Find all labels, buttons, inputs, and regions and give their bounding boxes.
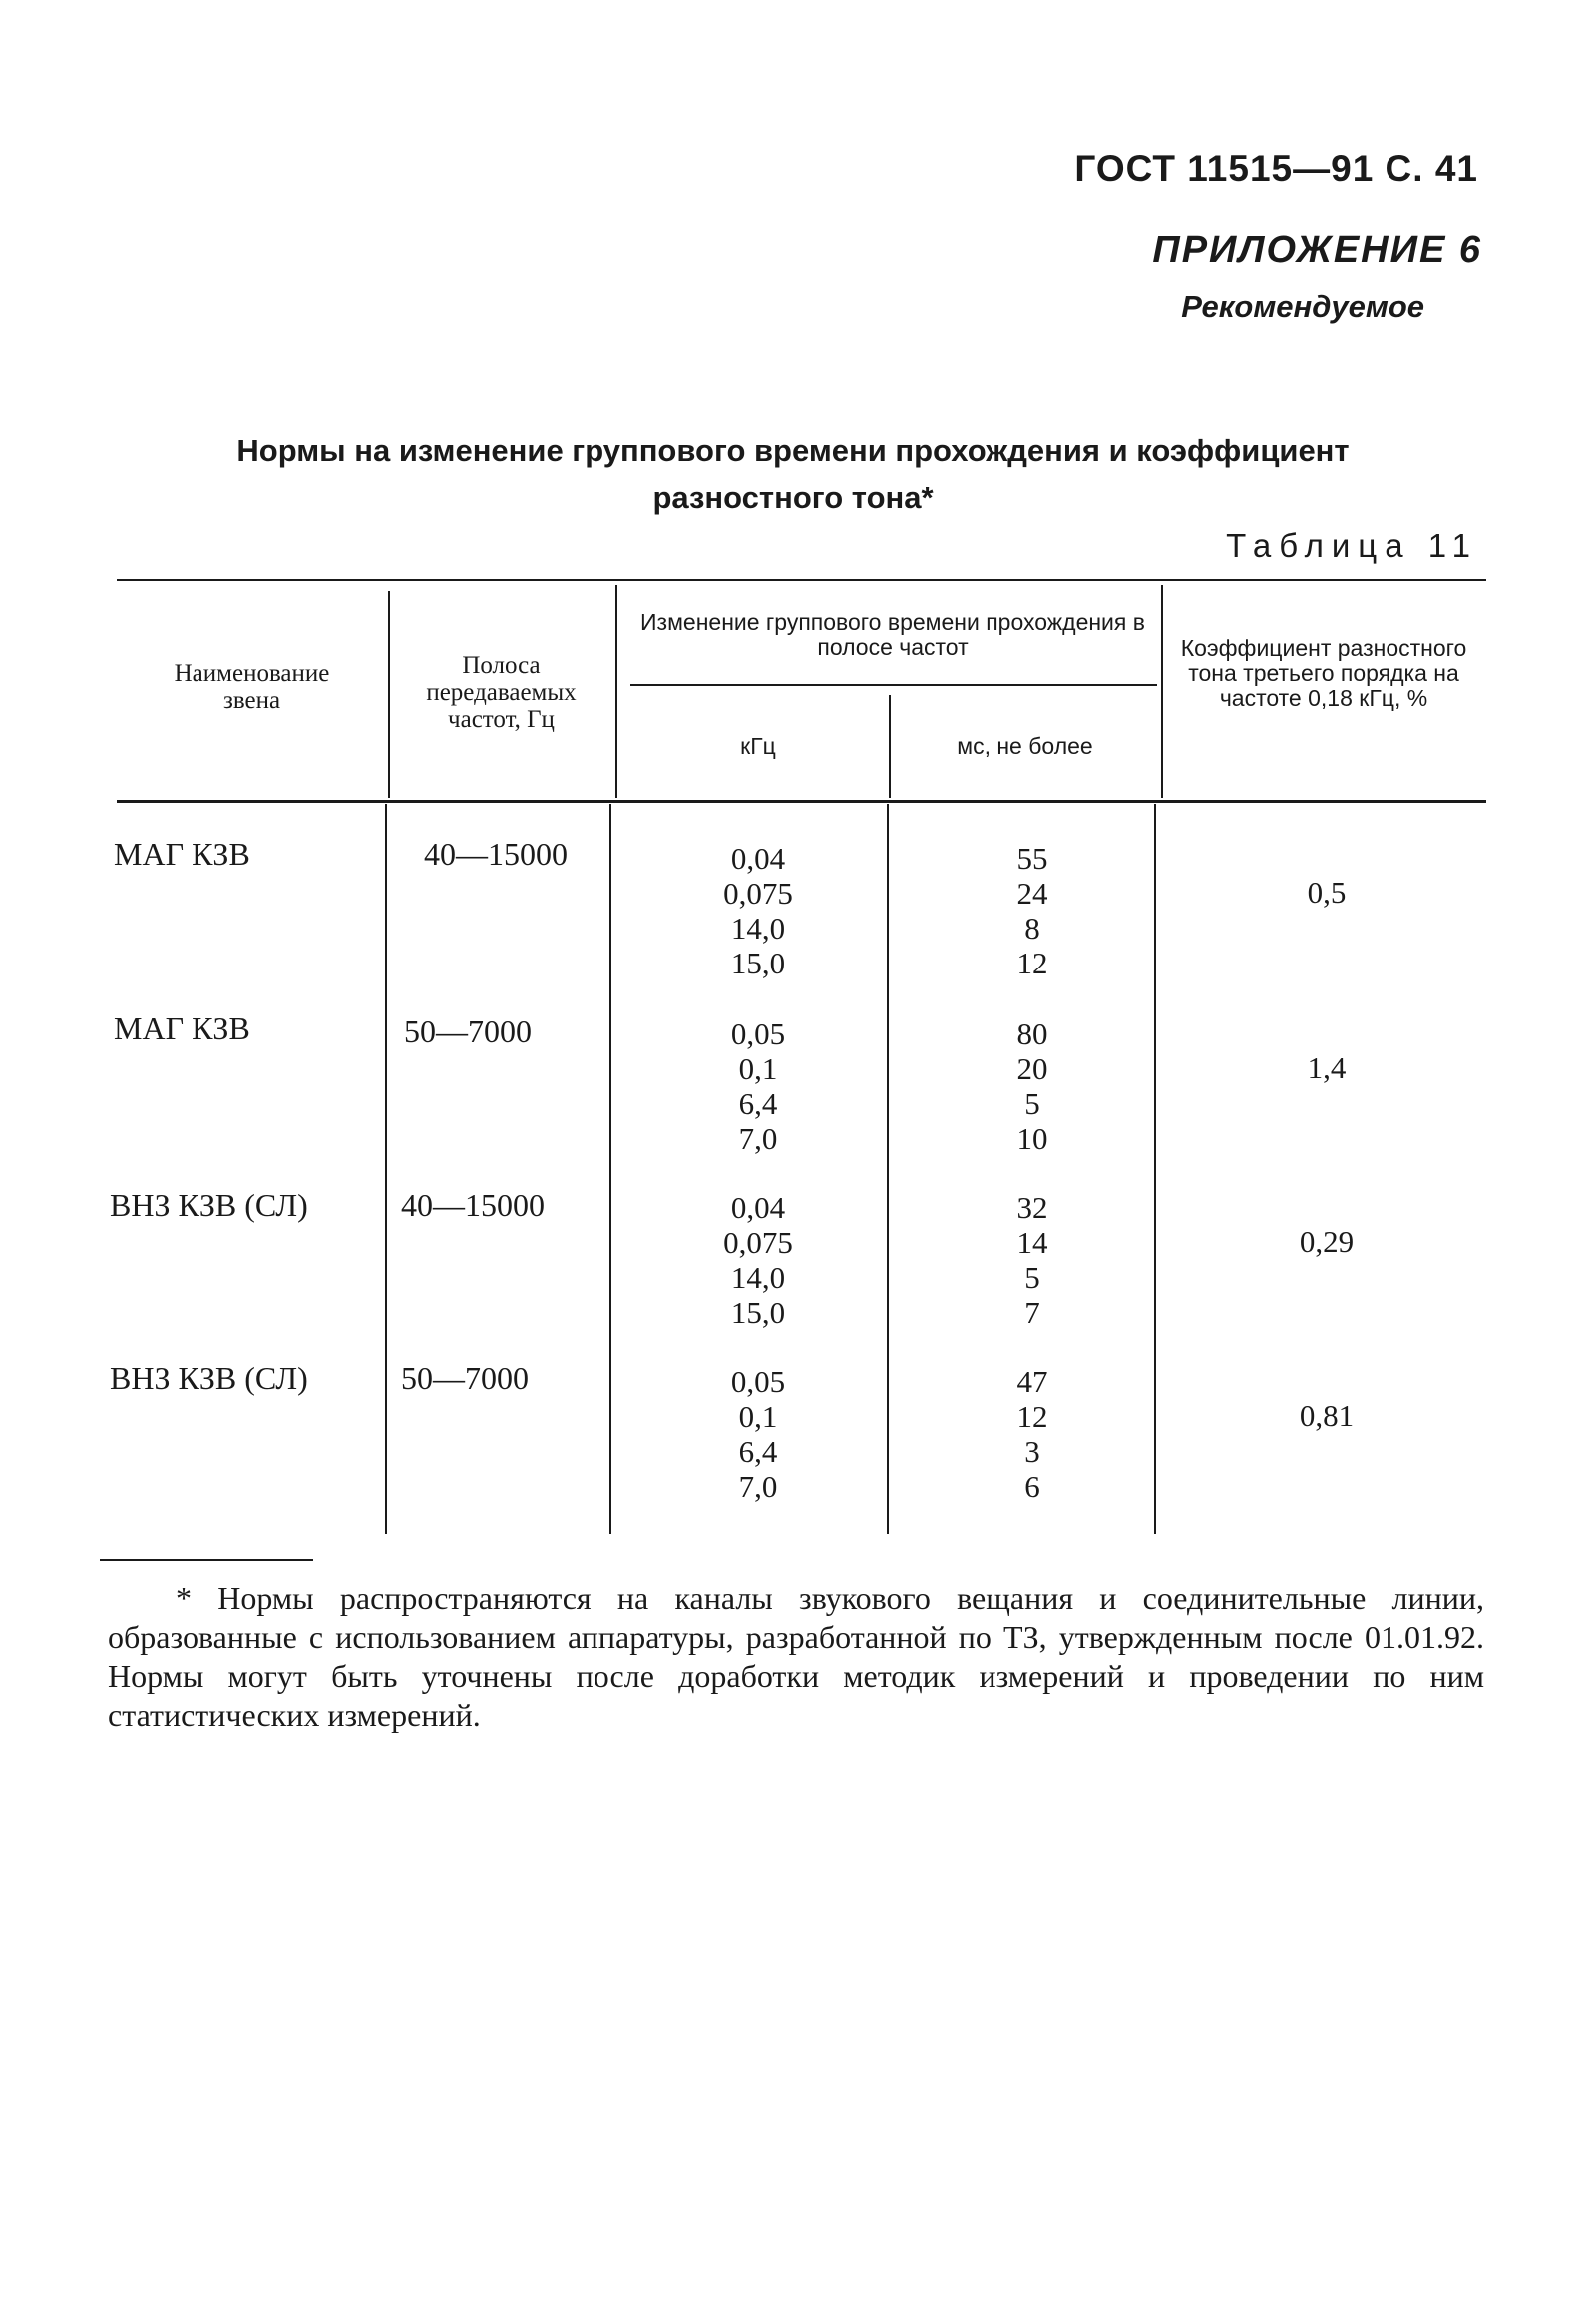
row-4-band: 50—7000 <box>401 1360 529 1396</box>
row-1-khz-1: 0,04 <box>730 841 786 876</box>
row-1-ms-4: 12 <box>1016 946 1048 980</box>
row-3-coef: 0,29 <box>1299 1224 1355 1259</box>
footnote-rule <box>100 1559 313 1561</box>
row-3-ms-2: 14 <box>1016 1225 1048 1260</box>
row-1-khz-3: 14,0 <box>730 911 786 946</box>
header-coef: Коэффициент разностного тона третьего порядка на частоте 0,18 кГц, % <box>1180 635 1467 711</box>
table-top-rule <box>117 579 1486 581</box>
row-2-ms <box>983 1016 1082 1156</box>
row-2-ms-4: 10 <box>1016 1121 1048 1156</box>
table-label: Таблица 11 <box>1226 527 1478 564</box>
row-1-khz-2: 0,075 <box>723 876 793 911</box>
header-band: Полоса передаваемых частот, Гц <box>426 652 577 733</box>
row-2-khz-4: 7,0 <box>738 1121 778 1156</box>
header-vrule-4 <box>1161 585 1163 798</box>
row-2-ms-3: 5 <box>1024 1086 1040 1121</box>
row-3-khz-1: 0,04 <box>730 1190 786 1225</box>
row-1-coef: 0,5 <box>1307 875 1347 910</box>
row-2-khz-1: 0,05 <box>730 1016 786 1051</box>
appendix-heading: ПРИЛОЖЕНИЕ 6 <box>1152 229 1482 271</box>
row-1-ms-2: 24 <box>1016 876 1048 911</box>
row-1-name: МАГ КЗВ <box>114 836 250 872</box>
row-3-ms-1: 32 <box>1016 1190 1048 1225</box>
row-4-ms <box>983 1364 1082 1504</box>
row-3-khz-3: 14,0 <box>730 1260 786 1295</box>
row-4-khz-1: 0,05 <box>730 1364 786 1399</box>
header-khz: кГц <box>740 733 776 759</box>
row-1-ms <box>983 841 1082 980</box>
header-vrule-3 <box>889 695 891 798</box>
row-2-khz-3: 6,4 <box>738 1086 778 1121</box>
row-3-ms-3: 5 <box>1024 1260 1040 1295</box>
row-2-coef: 1,4 <box>1307 1050 1347 1085</box>
body-vrule-2 <box>609 804 611 1534</box>
row-3-khz <box>698 1190 818 1330</box>
body-vrule-4 <box>1154 804 1156 1534</box>
body-vrule-1 <box>385 804 387 1534</box>
row-2-khz <box>698 1016 818 1156</box>
header-bottom-rule <box>117 800 1486 803</box>
row-3-khz-4: 15,0 <box>730 1295 786 1330</box>
header-name: Наименование звена <box>174 660 330 714</box>
row-3-ms <box>983 1190 1082 1330</box>
footnote: * Нормы распространяются на каналы звукового вещания и соединительные линии, образованные с использованием аппаратуры, разработанной по ТЗ, утвержденным после 01.01.92. Нормы могут быть уточнены после доработки методик измерений и проведении по ним статистических измерений. <box>108 1580 1484 1733</box>
row-4-ms-1: 47 <box>1016 1364 1048 1399</box>
row-3-ms-4: 7 <box>1024 1295 1040 1330</box>
document-code: ГОСТ 11515—91 С. 41 <box>1074 148 1478 189</box>
header-ms: мс, не более <box>957 733 1093 759</box>
row-4-coef: 0,81 <box>1299 1398 1355 1433</box>
row-4-khz-4: 7,0 <box>738 1469 778 1504</box>
row-3-band: 40—15000 <box>401 1187 545 1223</box>
subheader-rule <box>630 684 1157 686</box>
row-4-khz-2: 0,1 <box>738 1399 778 1434</box>
row-3-khz-2: 0,075 <box>723 1225 793 1260</box>
row-4-ms-3: 3 <box>1024 1434 1040 1469</box>
row-4-ms-4: 6 <box>1024 1469 1040 1504</box>
header-change-group: Изменение группового времени прохождения в полосе частот <box>640 609 1145 660</box>
row-2-khz-2: 0,1 <box>738 1051 778 1086</box>
row-3-name: ВНЗ КЗВ (СЛ) <box>110 1187 308 1223</box>
row-2-ms-1: 80 <box>1016 1016 1048 1051</box>
header-vrule-1 <box>388 591 390 798</box>
row-1-khz <box>698 841 818 980</box>
row-2-name: МАГ КЗВ <box>114 1010 250 1046</box>
row-4-khz <box>698 1364 818 1504</box>
row-4-name: ВНЗ КЗВ (СЛ) <box>110 1360 308 1396</box>
row-1-band: 40—15000 <box>424 836 568 872</box>
row-1-ms-1: 55 <box>1016 841 1048 876</box>
body-vrule-3 <box>887 804 889 1534</box>
appendix-status: Рекомендуемое <box>1181 289 1424 324</box>
row-2-band: 50—7000 <box>404 1013 532 1049</box>
header-vrule-2 <box>615 585 617 798</box>
row-1-ms-3: 8 <box>1024 911 1040 946</box>
row-4-ms-2: 12 <box>1016 1399 1048 1434</box>
row-4-khz-3: 6,4 <box>738 1434 778 1469</box>
row-1-khz-4: 15,0 <box>730 946 786 980</box>
row-2-ms-2: 20 <box>1016 1051 1048 1086</box>
page-title: Нормы на изменение группового времени прохождения и коэффициент разностного тона* <box>236 433 1350 515</box>
